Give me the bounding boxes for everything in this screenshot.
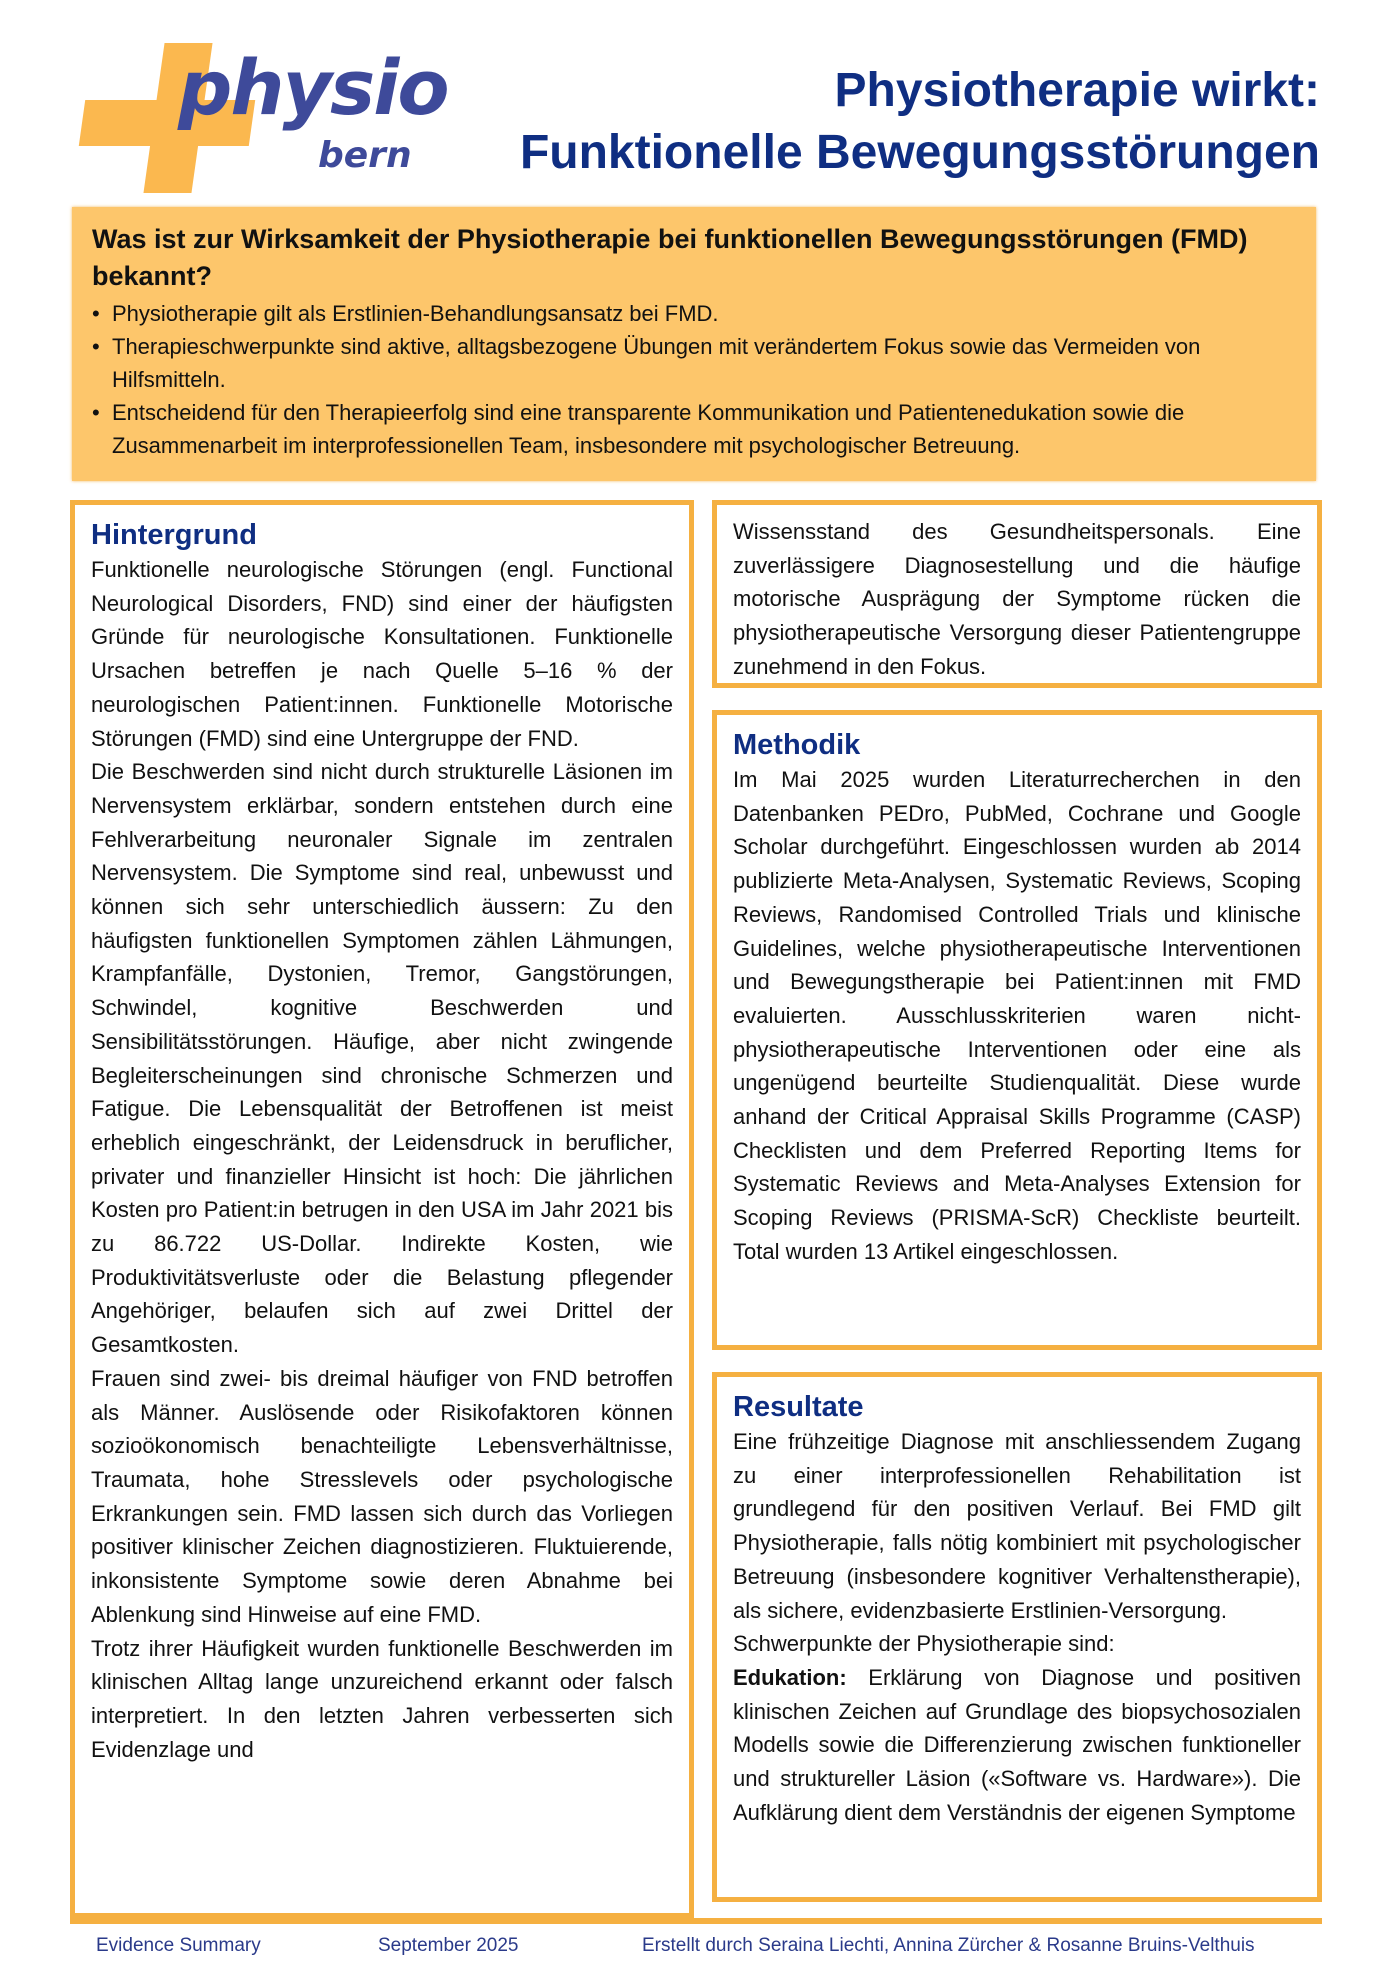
page-title-line1: Physiotherapie wirkt:	[834, 64, 1320, 117]
paragraph: Frauen sind zwei- bis dreimal häufiger von FND betroffen als Männer. Auslösende oder Risikofaktoren können sozioökonomisch benachteiligte Lebensverhältnisse, Traumata, hohe Stresslevels oder psychologische Erkrankungen sein. FMD lassen sich durch das Vorliegen positiver klinischer Zeichen diagnostizieren. Fluktuierende, inkonsistente Symptome sowie deren Abnahme bei Ablenkung sind Hinweise auf eine FMD.	[91, 1365, 673, 1627]
edukation-text: Erklärung von Diagnose und positiven klinischen Zeichen auf Grundlage des biopsychosozialen Modells sowie die Differenzierung zwischen funktioneller und struktureller Läsion («Software vs. Hardware»). Die Aufklärung dient dem Verständnis der eigenen Symptome	[733, 1664, 1301, 1825]
logo-sub: bern	[318, 135, 412, 176]
key-finding-item: • Entscheidend für den Therapieerfolg sind eine transparente Kommunikation und Patientenedukation sowie die Zusammenarbeit im interprofessionellen Team, insbesondere mit psychologischer Betreuung.	[92, 396, 1296, 462]
section-heading: Resultate	[733, 1391, 864, 1423]
key-findings-heading: Was ist zur Wirksamkeit der Physiotherapie bei funktionellen Bewegungsstörungen (FMD) bekannt?	[92, 224, 1248, 291]
page-title-line2: Funktionelle Bewegungsstörungen	[519, 126, 1320, 179]
paragraph: Wissensstand des Gesundheitspersonals. Eine zuverlässigere Diagnosestellung und die häufige motorische Ausprägung der Symptome rücken die physiotherapeutische Versorgung dieser Patientengruppe zunehmend in den Fokus.	[733, 519, 1301, 679]
paragraph: Die Beschwerden sind nicht durch strukturelle Läsionen im Nervensystem erklärbar, sondern entstehen durch eine Fehlverarbeitung neuronaler Signale im zentralen Nervensystem. Die Symptome sind real, unbewusst und können sich sehr unterschiedlich äussern: Zu den häufigsten funktionellen Symptomen zählen Lähmungen, Krampfanfälle, Dystonien, Tremor, Gangstörungen, Schwindel, kognitive Beschwerden und Sensibilitätsstörungen. Häufige, aber nicht zwingende Begleiterscheinungen sind chronische Schmerzen und Fatigue. Die Lebensqualität der Betroffenen ist meist erheblich eingeschränkt, der Leidensdruck in beruflicher, privater und finanzieller Hinsicht ist hoch: Die jährlichen Kosten pro Patient:in betrugen in den USA im Jahr 2021 bis zu 86.722 US-Dollar. Indirekte Kosten, wie Produktivitätsverluste oder die Belastung pflegender Angehöriger, belaufen sich auf zwei Drittel der Gesamtkosten.	[91, 759, 673, 1358]
page-title	[520, 60, 1320, 184]
key-findings-list	[92, 297, 1296, 462]
section-heading: Hintergrund	[91, 519, 257, 551]
key-finding-item: • Physiotherapie gilt als Erstlinien-Behandlungsansatz bei FMD.	[92, 297, 1296, 330]
physio-bern-logo	[70, 40, 450, 200]
footer-authors: Erstellt durch Seraina Liechti, Annina Zürcher & Rosanne Bruins-Velthuis	[642, 1935, 1255, 1956]
footer-divider	[70, 1918, 1322, 1924]
paragraph: Trotz ihrer Häufigkeit wurden funktionelle Beschwerden im klinischen Alltag lange unzureichend erkannt oder falsch interpretiert. In den letzten Jahren verbesserten sich Evidenzlage und	[91, 1635, 673, 1762]
section-resultate	[712, 1372, 1322, 1902]
footer-document-type: Evidence Summary	[96, 1935, 261, 1956]
section-heading: Methodik	[733, 729, 861, 761]
logo-word: physio	[178, 43, 448, 132]
section-hintergrund-continued	[712, 500, 1322, 688]
edukation-label: Edukation:	[733, 1664, 847, 1690]
footer-date: September 2025	[378, 1935, 519, 1956]
section-methodik	[712, 710, 1322, 1350]
key-finding-item: • Therapieschwerpunkte sind aktive, alltagsbezogene Übungen mit verändertem Fokus sowie das Vermeiden von Hilfsmitteln.	[92, 330, 1296, 396]
paragraph: Funktionelle neurologische Störungen (engl. Functional Neurological Disorders, FND) sind einer der häufigsten Gründe für neurologische Konsultationen. Funktionelle Ursachen betreffen je nach Quelle 5–16 % der neurologischen Patient:innen. Funktionelle Motorische Störungen (FMD) sind eine Untergruppe der FND.	[91, 557, 673, 751]
paragraph: Im Mai 2025 wurden Literaturrecherchen in den Datenbanken PEDro, PubMed, Cochrane und Google Scholar durchgeführt. Eingeschlossen wurden ab 2014 publizierte Meta-Analysen, Systematic Reviews, Scoping Reviews, Randomised Controlled Trials und klinische Guidelines, welche physiotherapeutische Interventionen und Bewegungstherapie bei Patient:innen mit FMD evaluierten. Ausschlusskriterien waren nicht-physiotherapeutische Interventionen oder eine als ungenügend beurteilte Studienqualität. Diese wurde anhand der Critical Appraisal Skills Programme (CASP) Checklisten und dem Preferred Reporting Items for Systematic Reviews and Meta-Analyses Extension for Scoping Reviews (PRISMA-ScR) Checkliste beurteilt. Total wurden 13 Artikel eingeschlossen.	[733, 767, 1301, 1264]
key-findings-box	[72, 207, 1316, 481]
section-hintergrund	[70, 500, 694, 1918]
paragraph-edukation	[733, 1661, 1301, 1830]
paragraph: Eine frühzeitige Diagnose mit anschliessendem Zugang zu einer interprofessionellen Rehabilitation ist grundlegend für den positiven Verlauf. Bei FMD gilt Physiotherapie, falls nötig kombiniert mit psychologischer Betreuung (insbesondere kognitiver Verhaltenstherapie), als sichere, evidenzbasierte Erstlinien-Versorgung.	[733, 1429, 1301, 1623]
paragraph: Schwerpunkte der Physiotherapie sind:	[733, 1631, 1115, 1657]
